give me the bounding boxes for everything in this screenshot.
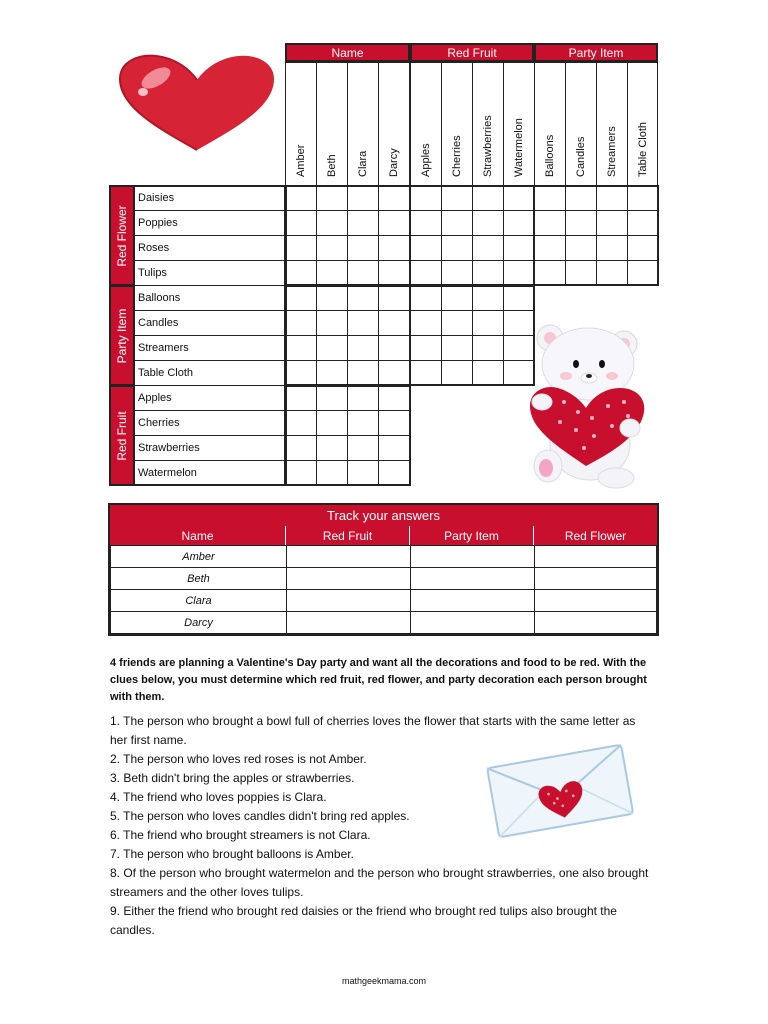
heart-image xyxy=(118,52,276,152)
grid-cell[interactable] xyxy=(347,235,379,261)
grid-cell[interactable] xyxy=(316,385,348,411)
grid-cell[interactable] xyxy=(378,210,410,236)
tracker-answer-cell[interactable] xyxy=(534,545,657,568)
tracker-answer-cell[interactable] xyxy=(534,611,657,634)
grid-cell[interactable] xyxy=(472,210,504,236)
grid-cell[interactable] xyxy=(316,285,348,311)
tracker-answer-cell[interactable] xyxy=(286,567,411,590)
grid-cell[interactable] xyxy=(378,435,410,461)
tracker-answer-cell[interactable] xyxy=(410,611,535,634)
grid-cell[interactable] xyxy=(596,235,628,261)
col-category-red-fruit: Red Fruit xyxy=(410,43,534,62)
row-category-red-flower: Red Flower xyxy=(109,185,135,286)
grid-cell[interactable] xyxy=(347,335,379,361)
grid-cell[interactable] xyxy=(596,210,628,236)
grid-cell[interactable] xyxy=(441,260,473,286)
clue-item: 1. The person who brought a bowl full of cherries loves the flower that starts with the same letter as her first name. xyxy=(110,714,636,747)
col-header-streamers: Streamers xyxy=(596,62,628,186)
grid-cell[interactable] xyxy=(472,335,504,361)
grid-cell[interactable] xyxy=(347,310,379,336)
grid-cell[interactable] xyxy=(627,260,658,286)
tracker-answer-cell[interactable] xyxy=(534,589,657,612)
grid-cell[interactable] xyxy=(378,310,410,336)
footer-website: mathgeekmama.com xyxy=(341,976,427,986)
tracker-title: Track your answers xyxy=(110,505,657,526)
grid-cell[interactable] xyxy=(565,210,597,236)
row-label-roses: Roses xyxy=(134,235,286,261)
tracker-answer-cell[interactable] xyxy=(286,611,411,634)
row-category-party-item: Party Item xyxy=(109,285,135,386)
tracker-answer-cell[interactable] xyxy=(410,589,535,612)
col-header-balloons: Balloons xyxy=(534,62,566,186)
tracker-answer-cell[interactable] xyxy=(410,567,535,590)
grid-cell[interactable] xyxy=(503,260,535,286)
teddy-bear-image xyxy=(520,318,660,494)
grid-cell[interactable] xyxy=(410,335,442,361)
grid-cell[interactable] xyxy=(378,335,410,361)
clue-item: 8. Of the person who brought watermelon and the person who brought strawberries, one also brought streamers and the other loves tulips. xyxy=(110,866,649,899)
col-header-cherries: Cherries xyxy=(441,62,473,186)
grid-cell[interactable] xyxy=(534,185,566,211)
tracker-header-red-flower: Red Flower xyxy=(534,526,657,545)
clue-item: 4. The friend who loves poppies is Clara. xyxy=(110,790,327,804)
row-label-daisies: Daisies xyxy=(134,185,286,211)
col-category-name: Name xyxy=(285,43,410,62)
grid-cell[interactable] xyxy=(316,235,348,261)
col-header-apples: Apples xyxy=(410,62,442,186)
grid-cell[interactable] xyxy=(534,235,566,261)
grid-cell[interactable] xyxy=(347,410,379,436)
grid-cell[interactable] xyxy=(347,360,379,386)
grid-cell[interactable] xyxy=(285,360,317,386)
col-header-clara: Clara xyxy=(347,62,379,186)
grid-cell[interactable] xyxy=(596,185,628,211)
grid-cell[interactable] xyxy=(285,210,317,236)
grid-cell[interactable] xyxy=(441,335,473,361)
grid-cell[interactable] xyxy=(378,185,410,211)
grid-cell[interactable] xyxy=(285,310,317,336)
grid-cell[interactable] xyxy=(565,235,597,261)
grid-cell[interactable] xyxy=(285,235,317,261)
tracker-name-amber: Amber xyxy=(110,545,287,568)
clue-item: 7. The person who brought balloons is Amber. xyxy=(110,847,354,861)
col-header-watermelon: Watermelon xyxy=(503,62,535,186)
grid-cell[interactable] xyxy=(472,285,504,311)
grid-cell[interactable] xyxy=(441,185,473,211)
grid-cell[interactable] xyxy=(503,185,535,211)
grid-cell[interactable] xyxy=(378,285,410,311)
grid-cell[interactable] xyxy=(627,235,658,261)
grid-cell[interactable] xyxy=(441,235,473,261)
grid-cell[interactable] xyxy=(316,410,348,436)
tracker-answer-cell[interactable] xyxy=(286,589,411,612)
grid-cell[interactable] xyxy=(565,185,597,211)
clue-item: 5. The person who loves candles didn't bring red apples. xyxy=(110,809,410,823)
grid-cell[interactable] xyxy=(472,310,504,336)
grid-cell[interactable] xyxy=(316,335,348,361)
grid-cell[interactable] xyxy=(378,260,410,286)
row-label-cherries: Cherries xyxy=(134,410,286,436)
grid-cell[interactable] xyxy=(441,360,473,386)
grid-cell[interactable] xyxy=(410,360,442,386)
col-header-candles: Candles xyxy=(565,62,597,186)
grid-cell[interactable] xyxy=(534,210,566,236)
grid-cell[interactable] xyxy=(378,385,410,411)
col-category-party-item: Party Item xyxy=(534,43,658,62)
grid-cell[interactable] xyxy=(285,410,317,436)
puzzle-intro: 4 friends are planning a Valentine's Day party and want all the decorations and food to be red. With the clues below, you must determine which red fruit, red flower, and party decoration each person brought with them. xyxy=(110,657,647,703)
grid-cell[interactable] xyxy=(347,285,379,311)
grid-cell[interactable] xyxy=(347,435,379,461)
row-label-streamers: Streamers xyxy=(134,335,286,361)
grid-cell[interactable] xyxy=(347,385,379,411)
grid-cell[interactable] xyxy=(410,285,442,311)
row-label-poppies: Poppies xyxy=(134,210,286,236)
row-label-watermelon: Watermelon xyxy=(134,460,286,486)
row-label-table-cloth: Table Cloth xyxy=(134,360,286,386)
tracker-name-darcy: Darcy xyxy=(110,611,287,634)
grid-cell[interactable] xyxy=(316,310,348,336)
tracker-name-clara: Clara xyxy=(110,589,287,612)
grid-cell[interactable] xyxy=(441,310,473,336)
grid-cell[interactable] xyxy=(285,260,317,286)
clue-item: 6. The friend who brought streamers is not Clara. xyxy=(110,828,371,842)
row-label-balloons: Balloons xyxy=(134,285,286,311)
grid-cell[interactable] xyxy=(285,285,317,311)
tracker-answer-cell[interactable] xyxy=(534,567,657,590)
clue-item: 2. The person who loves red roses is not Amber. xyxy=(110,752,367,766)
envelope-image xyxy=(484,740,636,840)
tracker-name-beth: Beth xyxy=(110,567,287,590)
grid-cell[interactable] xyxy=(627,185,658,211)
grid-cell[interactable] xyxy=(316,210,348,236)
clue-item: 3. Beth didn't bring the apples or strawberries. xyxy=(110,771,355,785)
grid-cell[interactable] xyxy=(347,185,379,211)
clue-item: 9. Either the friend who brought red daisies or the friend who brought red tulips also brought the candles. xyxy=(110,904,617,937)
grid-cell[interactable] xyxy=(503,235,535,261)
col-header-beth: Beth xyxy=(316,62,348,186)
tracker-answer-cell[interactable] xyxy=(410,545,535,568)
grid-cell[interactable] xyxy=(410,260,442,286)
grid-cell[interactable] xyxy=(378,410,410,436)
grid-cell[interactable] xyxy=(316,460,348,486)
row-label-strawberries: Strawberries xyxy=(134,435,286,461)
grid-cell[interactable] xyxy=(565,260,597,286)
col-header-darcy: Darcy xyxy=(378,62,410,186)
grid-cell[interactable] xyxy=(410,235,442,261)
grid-cell[interactable] xyxy=(472,260,504,286)
grid-cell[interactable] xyxy=(410,310,442,336)
col-header-strawberries: Strawberries xyxy=(472,62,504,186)
col-header-amber: Amber xyxy=(285,62,317,186)
grid-cell[interactable] xyxy=(316,260,348,286)
grid-cell[interactable] xyxy=(316,185,348,211)
grid-cell[interactable] xyxy=(472,185,504,211)
grid-cell[interactable] xyxy=(378,360,410,386)
grid-cell[interactable] xyxy=(316,435,348,461)
row-label-apples: Apples xyxy=(134,385,286,411)
grid-cell[interactable] xyxy=(378,235,410,261)
grid-cell[interactable] xyxy=(410,210,442,236)
grid-cell[interactable] xyxy=(441,210,473,236)
grid-cell[interactable] xyxy=(627,210,658,236)
grid-cell[interactable] xyxy=(378,460,410,486)
grid-cell[interactable] xyxy=(441,285,473,311)
grid-cell[interactable] xyxy=(316,360,348,386)
grid-cell[interactable] xyxy=(285,460,317,486)
grid-cell[interactable] xyxy=(347,210,379,236)
grid-cell[interactable] xyxy=(285,435,317,461)
row-category-red-fruit: Red Fruit xyxy=(109,385,135,486)
grid-cell[interactable] xyxy=(472,235,504,261)
grid-cell[interactable] xyxy=(285,385,317,411)
grid-cell[interactable] xyxy=(285,185,317,211)
tracker-header-party-item: Party Item xyxy=(410,526,534,545)
grid-cell[interactable] xyxy=(347,260,379,286)
grid-cell[interactable] xyxy=(534,260,566,286)
grid-cell[interactable] xyxy=(503,210,535,236)
grid-cell[interactable] xyxy=(503,285,535,311)
grid-cell[interactable] xyxy=(347,460,379,486)
grid-cell[interactable] xyxy=(410,185,442,211)
grid-cell[interactable] xyxy=(285,335,317,361)
tracker-header-name: Name xyxy=(110,526,286,545)
row-label-candles: Candles xyxy=(134,310,286,336)
col-header-table-cloth: Table Cloth xyxy=(627,62,658,186)
grid-cell[interactable] xyxy=(472,360,504,386)
grid-cell[interactable] xyxy=(596,260,628,286)
tracker-answer-cell[interactable] xyxy=(286,545,411,568)
tracker-header-red-fruit: Red Fruit xyxy=(286,526,410,545)
row-label-tulips: Tulips xyxy=(134,260,286,286)
